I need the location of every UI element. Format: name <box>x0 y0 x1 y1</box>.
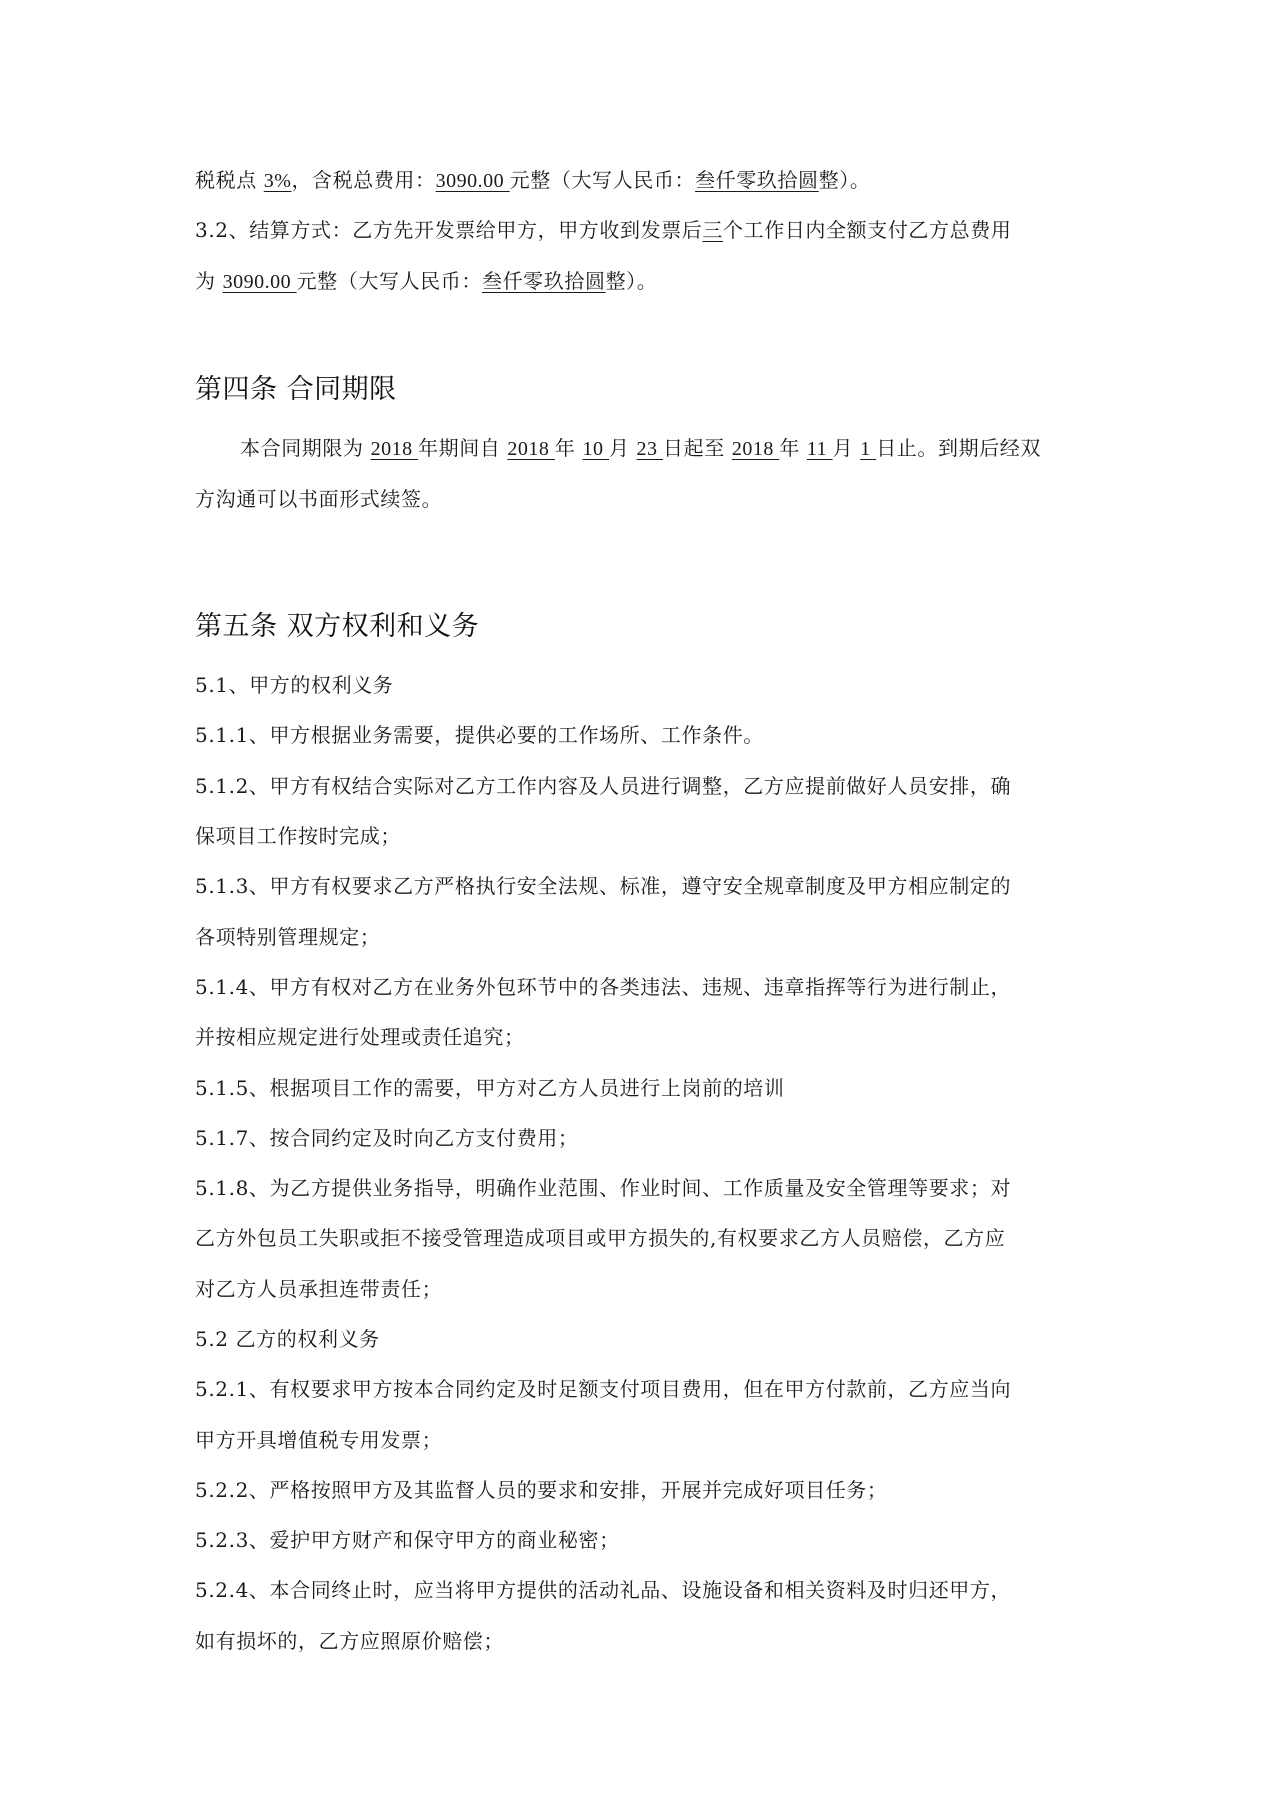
clause-5-1-3-cont: 各项特别管理规定； <box>195 925 381 949</box>
clause-5-2-2: 5.2.2、严格按照甲方及其监督人员的要求和安排，开展并完成好项目任务； <box>195 1478 888 1502</box>
start-year: 2018 <box>507 438 555 460</box>
clause-5-1-5: 5.1.5、根据项目工作的需要，甲方对乙方人员进行上岗前的培训 <box>195 1076 785 1100</box>
amount-in-words: 叁仟零玖拾圆 <box>481 269 606 293</box>
clause-5-2-4-cont: 如有损坏的，乙方应照原价赔偿； <box>195 1629 504 1653</box>
payment-days: 三 <box>702 218 724 242</box>
clause-5-2-1: 5.2.1、有权要求甲方按本合同约定及时足额支付项目费用，但在甲方付款前，乙方应当向 <box>195 1377 1012 1401</box>
clause-5-2-1-cont: 甲方开具增值税专用发票； <box>195 1428 443 1452</box>
article-4-heading: 第四条 合同期限 <box>195 374 397 405</box>
clause-5-1-8: 5.1.8、为乙方提供业务指导，明确作业范围、作业时间、工作质量及安全管理等要求；对 <box>195 1176 1012 1200</box>
end-year: 2018 <box>731 438 780 460</box>
text: 年期间自 <box>418 436 508 460</box>
end-month: 11 <box>806 438 833 460</box>
clause-5-1-2: 5.1.2、甲方有权结合实际对乙方工作内容及人员进行调整，乙方应提前做好人员安排，确 <box>195 774 1012 798</box>
text: 年 <box>554 436 583 460</box>
text: 整）。 <box>818 168 871 192</box>
text: ，含税总费用： <box>291 168 436 192</box>
text: 年 <box>779 436 807 460</box>
clause-5-1-8-cont2: 对乙方人员承担连带责任； <box>195 1277 443 1301</box>
total-amount: 3090.00 <box>222 271 297 293</box>
clause-5-1-4-cont: 并按相应规定进行处理或责任追究； <box>195 1025 525 1049</box>
clause-5-1-4: 5.1.4、甲方有权对乙方在业务外包环节中的各类违法、违规、违章指挥等行为进行制止， <box>195 975 1012 999</box>
text: 整）。 <box>605 269 658 293</box>
text: 为 <box>195 269 223 293</box>
text: 月 <box>608 436 637 460</box>
clause-5-2-3: 5.2.3、爱护甲方财产和保守甲方的商业秘密； <box>195 1528 620 1552</box>
clause-5-1-2-cont: 保项目工作按时完成； <box>195 824 401 848</box>
clause-5-1-8-cont1: 乙方外包员工失职或拒不接受管理造成项目或甲方损失的,有权要求乙方人员赔偿，乙方应 <box>195 1226 1006 1250</box>
tax-line <box>195 166 1095 194</box>
clause-3-2-line2 <box>195 267 1095 295</box>
clause-5-1-1: 5.1.1、甲方根据业务需要，提供必要的工作场所、工作条件。 <box>195 723 764 747</box>
clause-5-2: 5.2 乙方的权利义务 <box>195 1327 380 1351</box>
text: 月 <box>832 436 861 460</box>
end-day: 1 <box>860 438 877 460</box>
clause-5-1-7: 5.1.7、按合同约定及时向乙方支付费用； <box>195 1126 579 1150</box>
text: 日起至 <box>663 436 732 460</box>
clause-5-1-3: 5.1.3、甲方有权要求乙方严格执行安全法规、标准，遵守安全规章制度及甲方相应制定的 <box>195 874 1012 898</box>
text: 本合同期限为 <box>240 436 371 460</box>
article-4-paragraph-line2: 方沟通可以书面形式续签。 <box>195 487 443 511</box>
start-day: 23 <box>636 438 664 460</box>
article-4-paragraph-line1 <box>240 434 1140 462</box>
start-month: 10 <box>582 438 609 460</box>
clause-3-2-line1 <box>195 216 1095 244</box>
article-5-heading: 第五条 双方权利和义务 <box>195 611 480 642</box>
clause-5-1: 5.1、甲方的权利义务 <box>195 673 394 697</box>
text: 个工作日内全额支付乙方总费用 <box>723 218 1012 242</box>
text: 3.2、结算方式：乙方先开发票给甲方，甲方收到发票后 <box>195 218 703 242</box>
text: 税税点 <box>195 168 264 192</box>
tax-rate: 3% <box>263 170 292 192</box>
text: 日止。到期后经双 <box>876 436 1042 460</box>
amount-in-words: 叁仟零玖拾圆 <box>695 168 819 192</box>
total-amount: 3090.00 <box>435 170 510 192</box>
clause-5-2-4: 5.2.4、本合同终止时，应当将甲方提供的活动礼品、设施设备和相关资料及时归还甲方， <box>195 1578 1012 1602</box>
contract-year: 2018 <box>370 438 419 460</box>
text: 元整（大写人民币： <box>509 168 696 192</box>
text: 元整（大写人民币： <box>296 269 482 293</box>
